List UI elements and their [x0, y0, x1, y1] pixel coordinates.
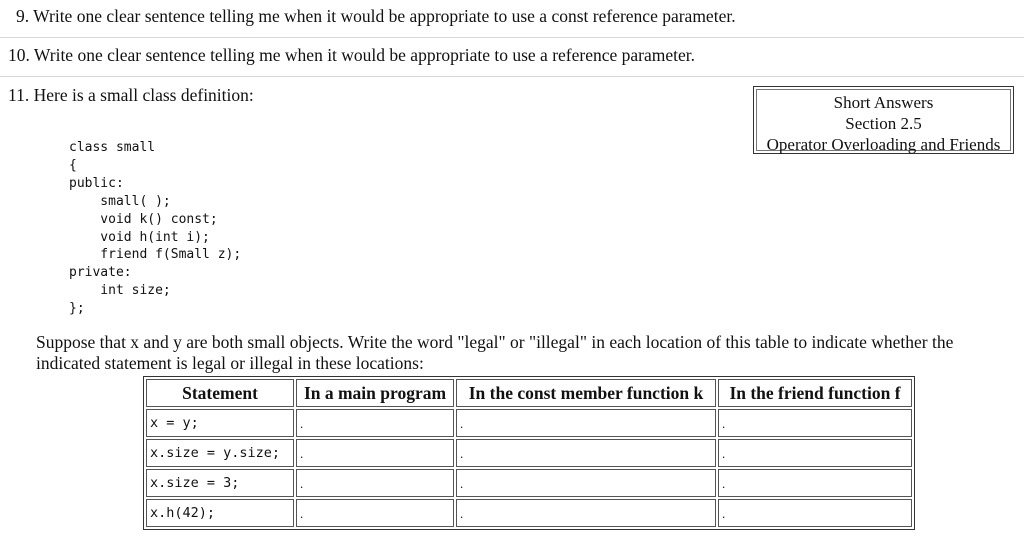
code-line: int size; [69, 283, 171, 299]
column-header-statement: Statement [146, 379, 294, 407]
code-line: { [69, 157, 77, 173]
section-info-line-2: Section 2.5 [845, 114, 922, 133]
divider [0, 76, 1024, 77]
section-info-box [753, 86, 1014, 154]
statement-cell: x.size = 3; [146, 469, 294, 497]
question-11: 11. Here is a small class definition: [8, 85, 254, 105]
section-info-line-1: Short Answers [833, 93, 934, 112]
question-9: 9. Write one clear sentence telling me when it would be appropriate to use a const reference parameter. [16, 6, 736, 26]
column-header-friend-f: In the friend function f [718, 379, 912, 407]
answer-cell-const-k[interactable]: . [456, 469, 716, 497]
answer-cell-main[interactable]: . [296, 409, 454, 437]
answer-cell-const-k[interactable]: . [456, 499, 716, 527]
column-header-main-program: In a main program [296, 379, 454, 407]
code-line: public: [69, 175, 124, 191]
answer-cell-friend-f[interactable]: . [718, 499, 912, 527]
answer-cell-friend-f[interactable]: . [718, 469, 912, 497]
answer-cell-const-k[interactable]: . [456, 439, 716, 467]
section-info-box-inner [756, 89, 1011, 154]
section-info-line-3: Operator Overloading and Friends [766, 135, 1001, 154]
divider [0, 37, 1024, 38]
answer-cell-friend-f[interactable]: . [718, 409, 912, 437]
statement-cell: x.size = y.size; [146, 439, 294, 467]
answer-cell-const-k[interactable]: . [456, 409, 716, 437]
code-line: void h(int i); [69, 229, 210, 245]
answer-cell-main[interactable]: . [296, 499, 454, 527]
table-row [146, 409, 912, 437]
code-line: void k() const; [69, 211, 218, 227]
code-line: private: [69, 265, 132, 281]
table-row [146, 499, 912, 527]
answer-cell-friend-f[interactable]: . [718, 439, 912, 467]
table-header-row [146, 379, 912, 407]
code-line: small( ); [69, 193, 171, 209]
table-row [146, 439, 912, 467]
table-row [146, 469, 912, 497]
table-instructions: Suppose that x and y are both small objects. Write the word "legal" or "illegal" in each location of this table to indicate whether the indicated statement is legal or illegal in these locations: [36, 332, 954, 373]
column-header-const-member-k: In the const member function k [456, 379, 716, 407]
code-line: class small [69, 140, 156, 155]
question-10: 10. Write one clear sentence telling me when it would be appropriate to use a reference parameter. [8, 45, 696, 65]
code-line: friend f(Small z); [69, 247, 242, 263]
answer-cell-main[interactable]: . [296, 439, 454, 467]
statement-cell: x.h(42); [146, 499, 294, 527]
statement-cell: x = y; [146, 409, 294, 437]
code-line: }; [69, 301, 85, 317]
answer-table [143, 376, 915, 530]
class-definition-code [69, 139, 241, 318]
answer-cell-main[interactable]: . [296, 469, 454, 497]
